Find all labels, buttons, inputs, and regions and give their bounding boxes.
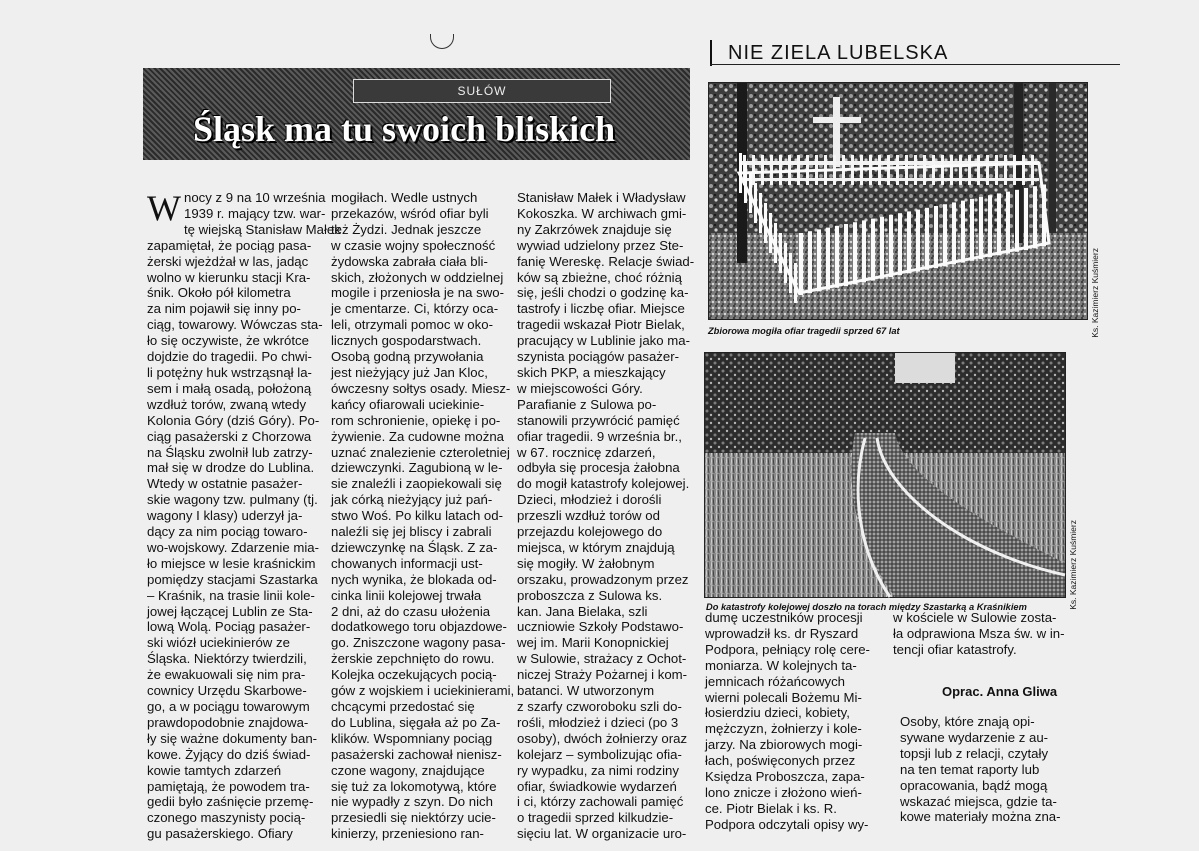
text-line: kolejarz – symbolizując ofia- <box>517 746 682 762</box>
text-line: w Sulowie, strażacy z Ochot- <box>517 651 687 667</box>
article-column-2 <box>331 190 515 842</box>
text-line: nie wypadły z szyn. Do nich <box>331 794 493 810</box>
text-line: przekazów, wśród ofiar byli <box>331 205 489 221</box>
text-line: Wtedy w ostatnie pasażer- <box>147 476 303 492</box>
text-line: tę wiejską Stanisław Małek <box>183 221 341 237</box>
text-line: ce. Piotr Bielak i ks. R. <box>705 800 837 816</box>
text-line: wolno w kierunku stacji Kra- <box>147 269 311 285</box>
text-line: Kolejka oczekujących pocią- <box>331 667 497 683</box>
text-line: ło miejsce w lesie kraśnickim <box>147 555 316 571</box>
text-line: ofiar tragedii. 9 września br., <box>517 428 682 444</box>
text-line: i ci, którzy zachowali pamięć <box>517 794 684 810</box>
text-line: do Lublina, sięgała aż po Za- <box>331 714 501 730</box>
text-line: lono znicze i złożono wień- <box>705 784 862 800</box>
text-line: odbyła się procesja żałobna <box>517 460 680 476</box>
text-line: Księdza Proboszcza, zapa- <box>705 769 865 785</box>
text-line: mogile i przeniosła je na swo- <box>331 285 504 301</box>
text-line: pomiędzy stacjami Szastarka <box>147 571 318 587</box>
text-line: na Śląsku zwolnił lub zatrzy- <box>147 444 313 460</box>
text-line: stanowili przywrócić pamięć <box>517 412 680 428</box>
text-line: niczej Straży Pożarnej i kom- <box>517 667 688 683</box>
text-line: miejsca, w którym znajdują <box>517 539 675 555</box>
text-line: łosierdziu dzieci, kobiety, <box>705 705 850 721</box>
text-line: pasażerski zachował nienisz- <box>331 746 502 762</box>
text-line: nych wynika, że blokada od- <box>331 571 497 587</box>
text-line: sywane wydarzenie z au- <box>900 729 1049 745</box>
text-line: batanci. W utworzonym <box>517 683 655 699</box>
text-line: li potężny huk wstrząsnął la- <box>147 364 312 380</box>
text-line: go. Zniszczone wagony pasa- <box>331 635 506 651</box>
text-line: rośli, młodzież i dzieci (po 3 <box>517 714 679 730</box>
text-line: wo-wojskowy. Zdarzenie mia- <box>147 539 319 555</box>
text-line: jarzy. Na zbiorowych mogi- <box>705 737 863 753</box>
text-line: – Kraśnik, na trasie linii kole- <box>147 587 315 603</box>
text-line: Osoby, które znają opi- <box>900 714 1035 729</box>
text-line: jowej łączącej Lublin ze Sta- <box>147 603 313 619</box>
masthead <box>710 40 1125 66</box>
bottom-photo-caption: Do katastrofy kolejowej doszło na torach między Szastarką a Kraśnikiem <box>706 602 1027 612</box>
kicker-label: SUŁÓW <box>353 79 611 103</box>
photo-railway-tracks-image <box>705 353 1065 597</box>
text-line: mogiłach. Wedle ustnych <box>331 190 478 205</box>
text-line: żerskie zepchnięto do rowu. <box>331 651 495 667</box>
text-line: się, jeśli chodzi o godzinę ka- <box>517 285 689 301</box>
text-line: rom schronienie, opiekę i po- <box>331 412 501 428</box>
text-line: Osobą godną przywołania <box>331 349 484 365</box>
article-column-3 <box>517 190 695 842</box>
text-line: żywienie. Za cudowne można <box>331 428 504 444</box>
text-line: leli, otrzymali pomoc w oko- <box>331 317 493 333</box>
text-line: wskazać miejsca, gdzie ta- <box>900 793 1057 809</box>
text-line: mężczyzn, żołnierzy i kole- <box>705 721 862 737</box>
text-line: Stanisław Małek i Władysław <box>517 190 686 205</box>
text-line: jemnicach różańcowych <box>705 673 845 689</box>
text-line: fanię Wereskę. Relacje świad- <box>517 253 695 269</box>
article-column-1 <box>147 188 341 842</box>
text-line: wzdłuż torów, zwaną wtedy <box>147 396 307 412</box>
text-line: w miejscowości Góry. <box>517 380 643 396</box>
drop-cap: W <box>147 188 181 228</box>
text-line: je cmentarze. Ci, którzy oca- <box>331 301 499 317</box>
text-line: chcącymi przedostać się <box>331 699 475 714</box>
text-line: do mogił katastrofy kolejowej. <box>517 476 690 492</box>
text-line: ry wypadku, za nimi rodziny <box>517 762 679 778</box>
headline-banner <box>143 68 690 160</box>
text-line: szynista pociągów pasażer- <box>517 349 679 365</box>
text-line: też Żydzi. Jednak jeszcze <box>331 221 482 237</box>
text-line: wej im. Marii Konopnickiej <box>517 635 669 651</box>
text-line: topsji lub z relacji, czytały <box>900 745 1049 761</box>
text-line: kańcy ofiarowali uciekinie- <box>331 396 485 412</box>
bottom-photo-credit: Ks. Kazimierz Kuśmierz <box>1068 520 1078 610</box>
text-line: kowie tamtych zdarzeń <box>147 762 282 778</box>
text-line: sie znaleźli i zaopiekowali się <box>331 476 502 492</box>
text-line: ła odprawiona Msza św. w in- <box>893 625 1065 641</box>
text-line: ówczesny sołtys osady. Miesz- <box>331 380 511 396</box>
text-line: wywiad udzielony przez Ste- <box>517 237 684 253</box>
punch-hole <box>430 34 454 49</box>
text-line: gów z wojskiem i uciekinierami, <box>331 683 515 699</box>
text-line: opracowania, bądź mogą <box>900 777 1048 793</box>
text-line: kinierzy, przeniesiono ran- <box>331 826 484 842</box>
text-line: go, a w pociągu towarowym <box>147 699 310 714</box>
text-line: z szarfy czworoboku szli do- <box>517 699 682 714</box>
text-line: czonego maszynisty pocią- <box>147 810 306 826</box>
text-line: kowe materiały można zna- <box>900 809 1061 825</box>
text-line: skie wagony tzw. pulmany (tj. <box>147 492 318 508</box>
text-line: w kościele w Sulowie zosta- <box>893 610 1057 625</box>
text-line: przejazdu kolejowego do <box>517 524 663 540</box>
article-column-5-note <box>900 714 1060 825</box>
text-line: ków są zbieżne, choć różnią <box>517 269 682 285</box>
text-line: prawdopodobnie znajdowa- <box>147 714 309 730</box>
photo-grave-fence <box>708 82 1088 320</box>
text-line: skich, złożonych w oddzielnej <box>331 269 504 285</box>
text-line: chowanych informacji ust- <box>331 555 483 571</box>
top-photo-caption: Zbiorowa mogiła ofiar tragedii sprzed 67 lat <box>708 326 900 336</box>
text-line: Podpora, pełniący rolę cere- <box>705 641 870 657</box>
text-line: dący za nim pociąg towaro- <box>147 524 308 540</box>
text-line: cinka linii kolejowej trwała <box>331 587 482 603</box>
author-signature: Oprac. Anna Gliwa <box>942 684 1058 699</box>
top-photo-credit: Ks. Kazimierz Kuśmierz <box>1090 248 1100 338</box>
masthead-bar <box>710 40 712 66</box>
text-line: uczniowie Szkoły Podstawo- <box>517 619 684 635</box>
text-line: się mogiły. W żałobnym <box>517 555 655 571</box>
text-line: dziewczynki. Zagubioną w le- <box>331 460 503 476</box>
photo-railway-tracks <box>704 352 1066 598</box>
text-line: gu pasażerskiego. Ofiary <box>147 826 293 842</box>
text-line: skich PKP, a mieszkający <box>517 364 666 380</box>
text-line: jest nieżyjący już Jan Kloc, <box>331 364 488 380</box>
text-line: przeszli wzdłuż torów od <box>517 508 660 524</box>
text-line: ło się oczywiste, że wkrótce <box>147 333 309 349</box>
text-line: Parafianie z Sulowa po- <box>517 396 657 412</box>
text-line: śnik. Około pół kilometra <box>147 285 291 301</box>
text-line: proboszcza z Sulowa ks. <box>517 587 663 603</box>
text-line: kan. Jana Bielaka, szli <box>517 603 648 619</box>
text-line: Dzieci, młodzież i dorośli <box>517 492 662 508</box>
text-line: wagony I klasy) uderzył ja- <box>147 508 303 524</box>
text-line: klików. Wspomniany pociąg <box>331 730 493 746</box>
text-line: ny Zakrzówek znajduje się <box>517 221 672 237</box>
text-line: czone wagony, znajdujące <box>331 762 485 778</box>
masthead-rule <box>710 64 1120 65</box>
text-line: Kolonia Góry (dziś Góry). Po- <box>147 412 320 428</box>
text-line: gedii było zaśnięcie przemę- <box>147 794 314 810</box>
text-line: za nim pojawił się inny po- <box>147 301 301 317</box>
text-line: tragedii wskazał Piotr Bielak, <box>517 317 685 333</box>
article-column-5 <box>893 610 1065 658</box>
text-line: cownicy Urzędu Skarbowe- <box>147 683 307 699</box>
text-line: orszaku, prowadzonym przez <box>517 571 689 587</box>
text-line: lową Wolą. Pociąg pasażer- <box>147 619 311 635</box>
text-line: tencji ofiar katastrofy. <box>893 641 1017 657</box>
text-line: Podpora odczytali opisy wy- <box>705 816 869 832</box>
text-line: sem i małą osadą, położoną <box>147 380 312 396</box>
text-line: że ewakuowali się nim pra- <box>147 667 306 683</box>
text-line: sięciu lat. W organizacie uro- <box>517 826 687 842</box>
text-line: licznych gospodarstwach. <box>331 333 482 349</box>
masthead-name: NIE ZIELA LUBELSKA <box>728 42 949 64</box>
text-line: pamiętają, że powodem tra- <box>147 778 310 794</box>
text-line: dojdzie do tragedii. Po chwi- <box>147 349 312 365</box>
text-line: się tuż za lokomotywą, które <box>331 778 497 794</box>
text-line: wprowadził ks. dr Ryszard <box>705 625 859 641</box>
text-line: przesiedli się niektórzy ucie- <box>331 810 496 826</box>
text-line: naleźli się jej bliscy i zabrali <box>331 524 492 540</box>
text-line: jak córką nieżyjący już pań- <box>331 492 493 508</box>
text-line: o tragedii sprzed kilkudzie- <box>517 810 674 826</box>
photo-grave-fence-image <box>709 83 1087 319</box>
text-line: w czasie wojny społeczność <box>331 237 496 253</box>
text-line: pracujący w Lublinie jako ma- <box>517 333 690 349</box>
text-line: ciąg, towarowy. Wówczas sta- <box>147 317 323 333</box>
text-line: dziewczynkę na Śląsk. Z za- <box>331 539 498 555</box>
text-line: zapamiętał, że pociąg pasa- <box>147 237 312 253</box>
text-line: moniarza. W kolejnych ta- <box>705 657 857 673</box>
text-line: żerski wjeżdżał w las, jadąc <box>147 253 309 269</box>
text-line: nocy z 9 na 10 września <box>183 190 326 205</box>
text-line: wierni polecali Bożemu Mi- <box>705 689 862 705</box>
text-line: ski wiózł uciekinierów ze <box>147 635 290 651</box>
article-column-4 <box>705 610 873 833</box>
text-line: Śląska. Niektórzy twierdzili, <box>147 651 307 667</box>
text-line: 2 dni, aż do czasu ułożenia <box>331 603 491 619</box>
text-line: na ten temat raporty lub <box>900 761 1040 777</box>
text-line: uznać znalezienie czteroletniej <box>331 444 510 460</box>
text-line: kowe. Żyjący do dziś świad- <box>147 746 311 762</box>
text-line: stwo Woś. Po kilku latach od- <box>331 508 503 524</box>
text-line: Kokoszka. W archiwach gmi- <box>517 205 687 221</box>
text-line: osoby), dwóch żołnierzy oraz <box>517 730 688 746</box>
text-line: ofiar, świadkowie wydarzeń <box>517 778 677 794</box>
text-line: dumę uczestników procesji <box>705 610 863 625</box>
text-line: żydowska zabrała ciała bli- <box>331 253 488 269</box>
headline: Śląsk ma tu swoich bliskich <box>193 109 616 149</box>
text-line: dodatkowego toru objazdowe- <box>331 619 507 635</box>
text-line: mał się w drodze do Lublina. <box>147 460 315 476</box>
text-line: 1939 r. mający tzw. war- <box>183 205 326 221</box>
text-line: ciąg pasażerski z Chorzowa <box>147 428 312 444</box>
text-line: w 67. rocznicę zdarzeń, <box>517 444 656 460</box>
text-line: łach, poświęconych przez <box>705 753 856 769</box>
text-line: ły się ważne dokumenty ban- <box>147 730 318 746</box>
text-line: tastrofy i liczbę ofiar. Miejsce <box>517 301 685 317</box>
